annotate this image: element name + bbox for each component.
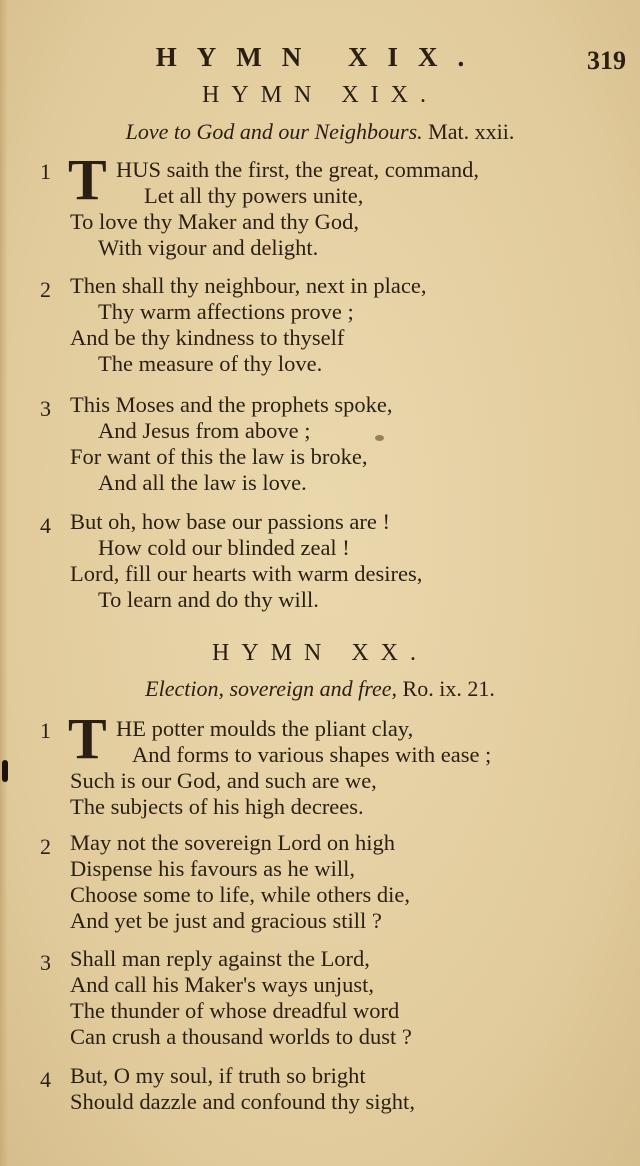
hymn-19-subtitle [0,119,640,145]
verse-line: And be thy kindness to thyself [70,325,345,350]
running-head: HYMN XIX. [155,42,485,72]
stanza-number: 1 [40,159,51,184]
verse-line: Let all thy powers unite, [144,183,364,208]
page-edge-shadow [0,0,8,1166]
verse-line: But oh, how base our passions are ! [70,509,390,534]
hymn-19-reference: Mat. xxii. [428,119,515,144]
verse-line: Dispense his favours as he will, [70,856,355,881]
stanza-number: 3 [40,950,51,975]
stanza-number: 2 [40,834,51,859]
verse-line: The thunder of whose dreadful word [70,998,400,1023]
verse-line: But, O my soul, if truth so bright [70,1063,366,1088]
verse-line: And forms to various shapes with ease ; [132,742,492,767]
verse-line: And call his Maker's ways unjust, [70,972,375,997]
verse-line: Should dazzle and confound thy sight, [70,1089,415,1114]
verse-line: HE potter moulds the pliant clay, [116,716,414,741]
verse-line: Shall man reply against the Lord, [70,946,370,971]
stanza-number: 1 [40,718,51,743]
verse-line: With vigour and delight. [98,235,319,260]
drop-cap: T [68,147,107,212]
verse-line: For want of this the law is broke, [70,444,368,469]
verse-line: May not the sovereign Lord on high [70,830,395,855]
verse-line: This Moses and the prophets spoke, [70,392,393,417]
verse-line: Can crush a thousand worlds to dust ? [70,1024,412,1049]
ink-spot [375,435,384,441]
page-number: 319 [587,46,626,75]
drop-cap: T [68,706,107,771]
verse-line: The measure of thy love. [98,351,323,376]
ink-blot [2,760,8,782]
stanza-number: 2 [40,277,51,302]
verse-line: And all the law is love. [98,470,307,495]
verse-line: Lord, fill our hearts with warm desires, [70,561,423,586]
hymn-20-subtitle-text: Election, sovereign and free, [145,676,398,701]
hymn-20-reference: Ro. ix. 21. [402,676,495,701]
hymn-20-subtitle [0,676,640,702]
verse-line: How cold our blinded zeal ! [98,535,350,560]
hymn-19-title: HYMN XIX. [202,82,438,108]
hymn-20-title: HYMN XX. [212,640,428,666]
verse-line: Such is our God, and such are we, [70,768,377,793]
stanza-number: 4 [40,1067,51,1092]
hymn-19-subtitle-text: Love to God and our Neighbours. [125,119,423,144]
stanza-number: 4 [40,513,51,538]
verse-line: To learn and do thy will. [98,587,319,612]
stanza-number: 3 [40,396,51,421]
verse-line: The subjects of his high decrees. [70,794,364,819]
verse-line: Then shall thy neighbour, next in place, [70,273,427,298]
verse-line: To love thy Maker and thy God, [70,209,359,234]
verse-line: Choose some to life, while others die, [70,882,410,907]
verse-line: Thy warm affections prove ; [98,299,354,324]
verse-line: HUS saith the first, the great, command, [116,157,480,182]
verse-line: And Jesus from above ; [98,418,311,443]
verse-line: And yet be just and gracious still ? [70,908,382,933]
